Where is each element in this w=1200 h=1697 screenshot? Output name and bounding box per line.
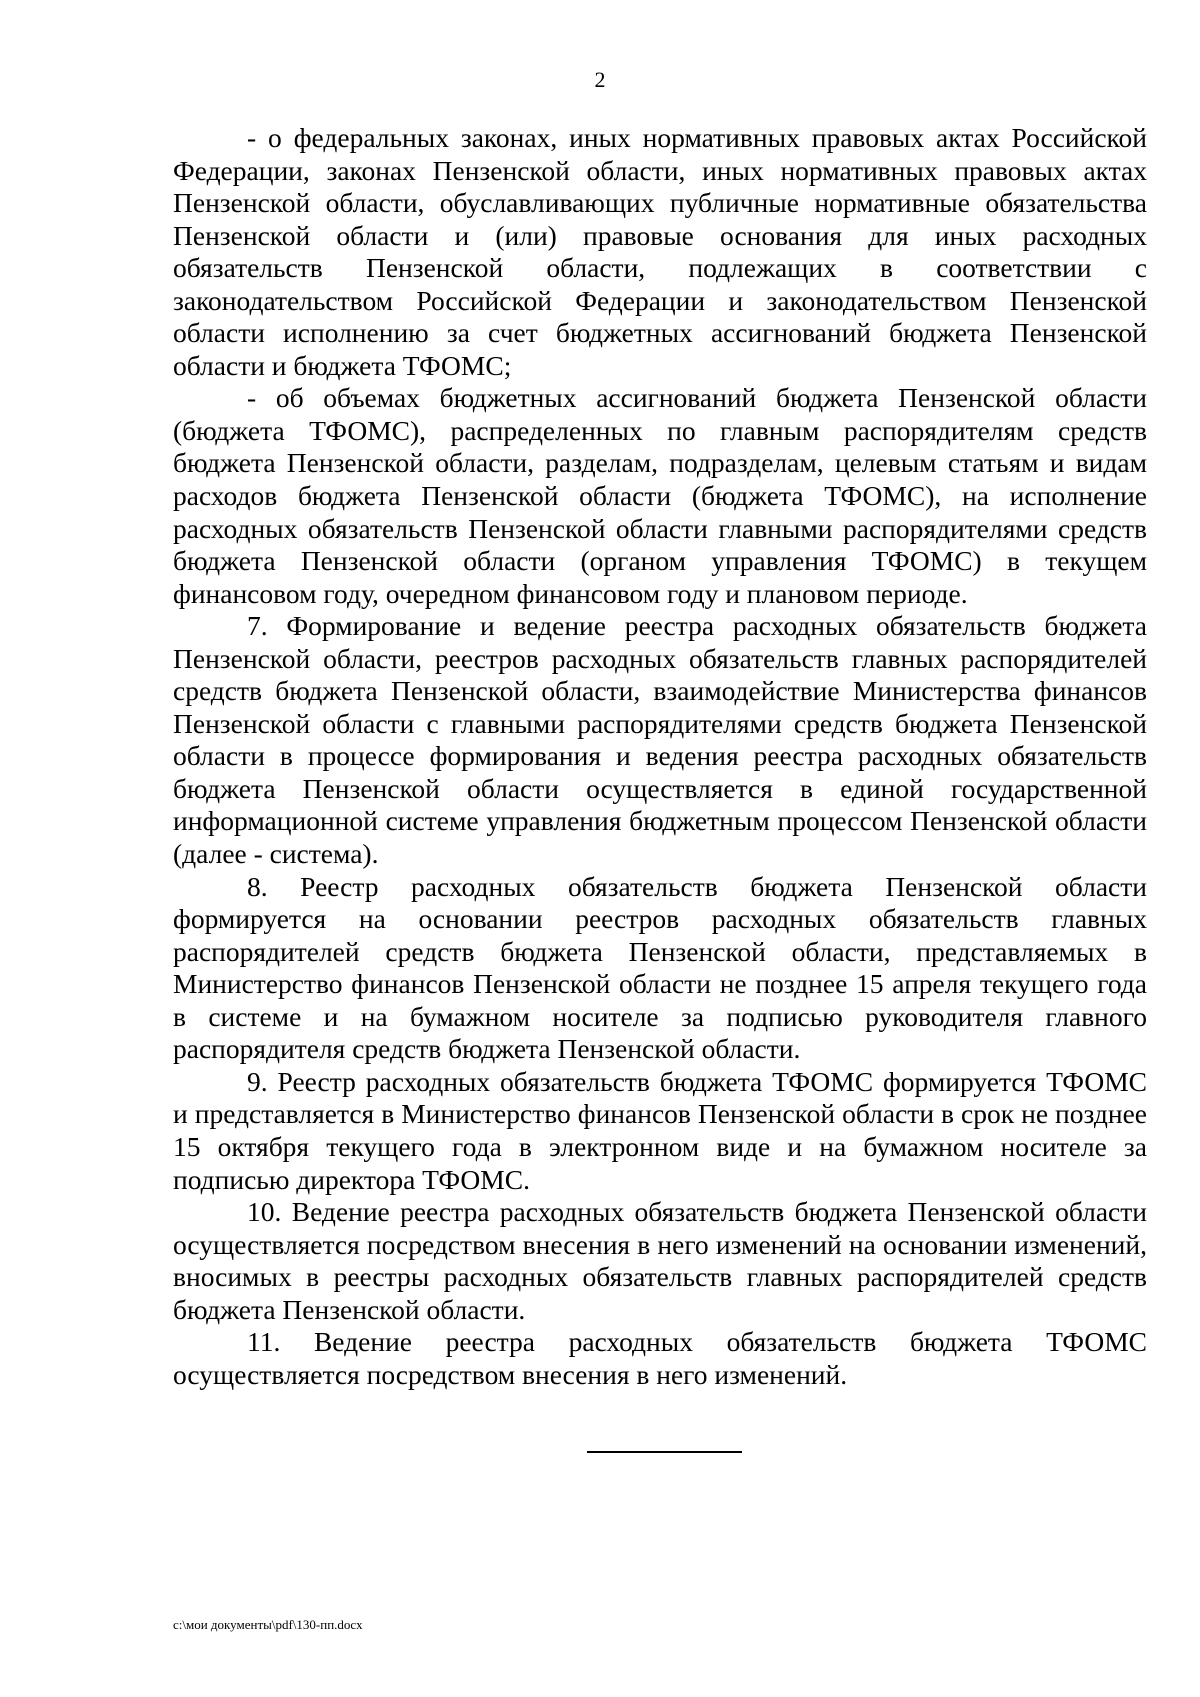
paragraph-item-8: 8. Реестр расходных обязательств бюджета Пензенской области формируется на основании реестров расходных обязательств главных распорядителей средств бюджета Пензенской области, представляемых в Министерство финансов Пензенской области не позднее 15 апреля текущего года в системе и на бумажном носителе за подписью руководителя главного распорядителя средств бюджета Пензенской области. (173, 870, 1147, 1065)
paragraph-budget-allocations: - об объемах бюджетных ассигнований бюджета Пензенской области (бюджета ТФОМС), распределенных по главным распорядителям средств бюджета Пензенской области, разделам, подразделам, целевым статьям и видам расходов бюджета Пензенской области (бюджета ТФОМС), на исполнение расходных обязательств Пензенской области главными распорядителями средств бюджета Пензенской области (органом управления ТФОМС) в текущем финансовом году, очередном финансовом году и плановом периоде. (173, 382, 1147, 609)
paragraph-item-11: 11. Ведение реестра расходных обязательств бюджета ТФОМС осуществляется посредством внесения в него изменений. (173, 1326, 1147, 1390)
end-of-document-rule (587, 1451, 742, 1453)
paragraph-item-9: 9. Реестр расходных обязательств бюджета ТФОМС формируется ТФОМС и представляется в Министерство финансов Пензенской области в срок не позднее 15 октября текущего года в электронном виде и на бумажном носителе за подписью директора ТФОМС. (173, 1065, 1147, 1195)
page-number: 2 (594, 67, 606, 92)
footer-file-path: c:\мои документы\pdf\130-пп.docx (173, 1617, 363, 1632)
paragraph-item-7: 7. Формирование и ведение реестра расходных обязательств бюджета Пензенской области, реестров расходных обязательств главных распорядителей средств бюджета Пензенской области, взаимодействие Министерства финансов Пензенской области с главными распорядителями средств бюджета Пензенской области в процессе формирования и ведения реестра расходных обязательств бюджета Пензенской области осуществляется в единой государственной информационной системе управления бюджетным процессом Пензенской области (далее - система). (173, 610, 1147, 870)
paragraph-item-10: 10. Ведение реестра расходных обязательств бюджета Пензенской области осуществляется посредством внесения в него изменений на основании изменений, вносимых в реестры расходных обязательств главных распорядителей средств бюджета Пензенской области. (173, 1196, 1147, 1325)
paragraph-federal-laws: - о федеральных законах, иных нормативных правовых актах Российской Федерации, законах Пензенской области, иных нормативных правовых актах Пензенской области, обуславливающих публичные нормативные обязательства Пензенской области и (или) правовые основания для иных расходных обязательств Пензенской области, подлежащих в соответствии с законодательством Российской Федерации и законодательством Пензенской области исполнению за счет бюджетных ассигнований бюджета Пензенской области и бюджета ТФОМС; (173, 122, 1147, 381)
document-body (173, 122, 1147, 1391)
